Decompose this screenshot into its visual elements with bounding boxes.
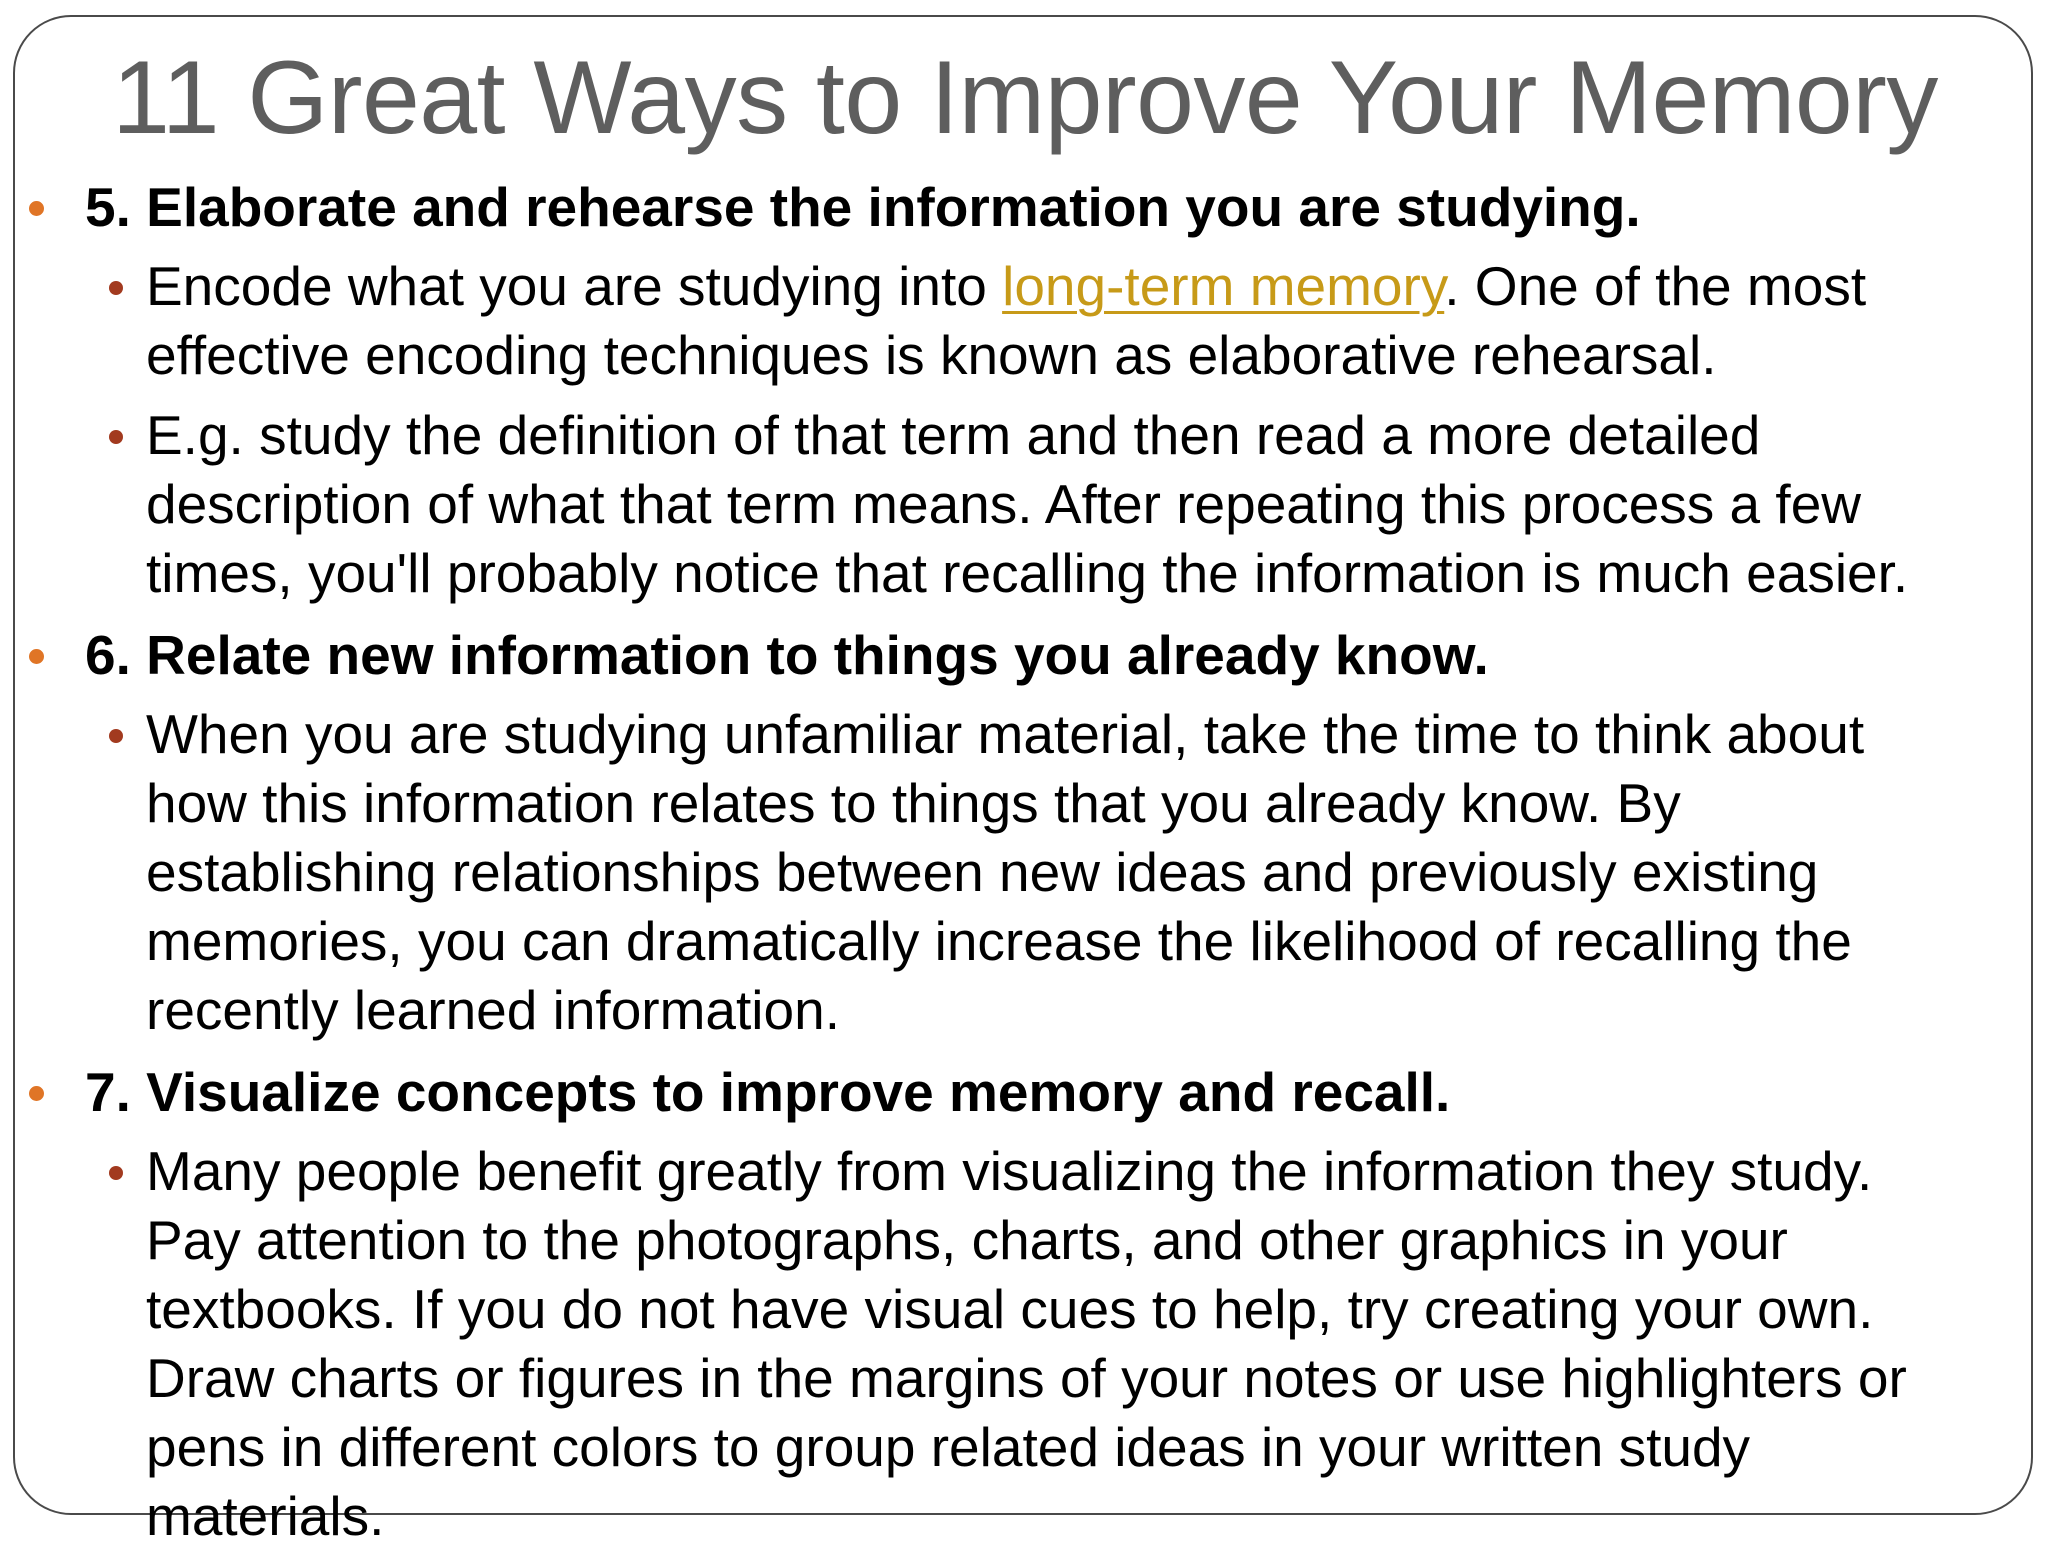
text-line: establishing relationships between new ideas and previously existing <box>146 841 1819 903</box>
text-line: When you are studying unfamiliar material, take the time to think about <box>146 703 1865 765</box>
text-line: recently learned information. <box>146 979 840 1041</box>
text-line: textbooks. If you do not have visual cues to help, try creating your own. <box>146 1278 1874 1340</box>
tip-heading-6 <box>15 621 2035 689</box>
bullet-dot-icon <box>109 729 123 743</box>
tip-5-point-2 <box>15 401 2035 608</box>
text-line: Draw charts or figures in the margins of your notes or use highlighters or <box>146 1347 1907 1409</box>
text-line: materials. <box>146 1485 385 1547</box>
bullet-dot-icon <box>29 201 44 216</box>
tip-7-point-1 <box>15 1137 2035 1551</box>
slide-content <box>15 173 2035 1551</box>
text-line: E.g. study the definition of that term and then read a more detailed <box>146 404 1761 466</box>
text-segment: Encode what you are studying into <box>146 255 1003 317</box>
text-line <box>146 252 2015 321</box>
text-line: times, you'll probably notice that recalling the information is much easier. <box>146 542 1909 604</box>
long-term-memory-link[interactable]: long-term memory <box>1002 255 1445 317</box>
text-line: Many people benefit greatly from visualizing the information they study. <box>146 1140 1873 1202</box>
text-line: memories, you can dramatically increase the likelihood of recalling the <box>146 910 1852 972</box>
bullet-dot-icon <box>109 1166 123 1180</box>
text-line: how this information relates to things that you already know. By <box>146 772 1681 834</box>
tip-heading-text: 6. Relate new information to things you already know. <box>85 624 1489 686</box>
bullet-dot-icon <box>29 1086 44 1101</box>
text-line: pens in different colors to group related ideas in your written study <box>146 1416 1751 1478</box>
tip-6-point-1 <box>15 700 2035 1045</box>
slide-frame <box>13 15 2033 1547</box>
tip-heading-7 <box>15 1058 2035 1126</box>
bullet-dot-icon <box>109 281 123 295</box>
bullet-dot-icon <box>109 430 123 444</box>
tip-5-point-1 <box>15 252 2035 390</box>
text-line: description of what that term means. After repeating this process a few <box>146 473 1862 535</box>
tip-heading-text: 5. Elaborate and rehearse the information you are studying. <box>85 176 1641 238</box>
text-segment: . One of the most <box>1444 255 1867 317</box>
slide-title: 11 Great Ways to Improve Your Memory <box>112 40 1938 156</box>
text-line: effective encoding techniques is known as elaborative rehearsal. <box>146 324 1717 386</box>
bullet-dot-icon <box>29 649 44 664</box>
tip-heading-text: 7. Visualize concepts to improve memory and recall. <box>85 1061 1451 1123</box>
tip-heading-5 <box>15 173 2035 241</box>
text-line: Pay attention to the photographs, charts, and other graphics in your <box>146 1209 1788 1271</box>
